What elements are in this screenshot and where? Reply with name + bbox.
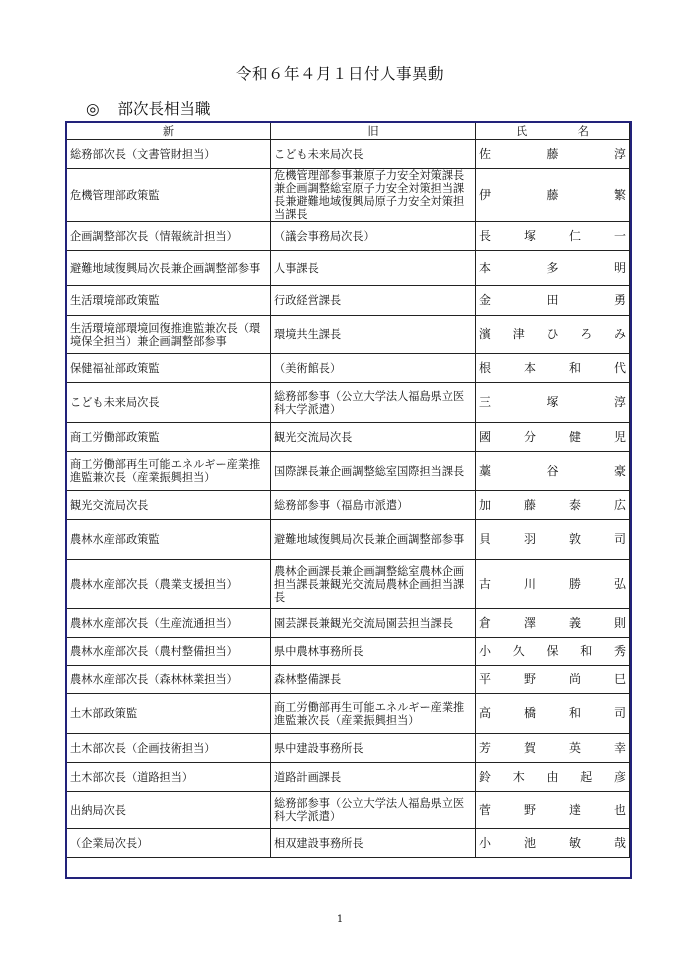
section-heading-text: 部次長相当職 <box>117 100 211 118</box>
name-char: 川 <box>523 576 536 591</box>
person-name <box>476 169 630 222</box>
name-char: 羽 <box>523 532 536 546</box>
name-char: 藁 <box>479 463 492 478</box>
name-char: 野 <box>523 802 536 817</box>
table-row <box>67 316 630 354</box>
name-char: 敏 <box>568 835 581 850</box>
page-number: 1 <box>336 914 344 925</box>
new-position: 総務部次長（文書管財担当） <box>67 140 271 169</box>
new-position: こども未来局次長 <box>67 383 271 423</box>
name-char: 繁 <box>613 187 626 202</box>
header-name <box>476 123 630 140</box>
table-row <box>67 829 630 858</box>
header-name-char: 氏 <box>516 124 528 138</box>
old-position: 総務部参事（公立大学法人福島県立医科大学派遣） <box>271 383 476 423</box>
name-char: 金 <box>479 293 492 307</box>
person-name <box>476 763 630 792</box>
section-heading <box>86 97 211 119</box>
new-position: 生活環境部環境回復推進監兼次長（環境保全担当）兼企画調整部参事 <box>67 316 271 354</box>
name-char: 三 <box>479 395 492 409</box>
person-name <box>476 792 630 829</box>
name-char: 平 <box>479 672 492 686</box>
new-position: 農林水産部政策監 <box>67 520 271 560</box>
name-char: 和 <box>568 360 581 375</box>
name-char: 澤 <box>523 615 536 630</box>
table-row <box>67 452 630 491</box>
new-position: 農林水産部次長（農村整備担当） <box>67 638 271 666</box>
old-position: 県中農林事務所長 <box>271 638 476 666</box>
table-row <box>67 734 630 763</box>
name-char: 也 <box>613 802 626 817</box>
table-header-row <box>67 123 630 140</box>
name-char: 伊 <box>479 187 492 202</box>
person-name <box>476 140 630 169</box>
name-char: 加 <box>479 497 492 512</box>
person-name <box>476 452 630 491</box>
new-position: 農林水産部次長（農業支援担当） <box>67 560 271 609</box>
name-char: 藤 <box>523 497 536 512</box>
name-char: 貝 <box>479 532 492 546</box>
person-name <box>476 383 630 423</box>
new-position: 土木部次長（企画技術担当） <box>67 734 271 763</box>
name-char: 多 <box>546 260 559 275</box>
new-position: 観光交流局次長 <box>67 491 271 520</box>
name-char: 仁 <box>568 228 581 243</box>
old-position: 総務部参事（福島市派遣） <box>271 491 476 520</box>
old-position: こども未来局次長 <box>271 140 476 169</box>
name-char: 本 <box>523 360 536 375</box>
new-position: 商工労働部政策監 <box>67 423 271 452</box>
header-new: 新 <box>67 123 271 140</box>
old-position: 危機管理部参事兼原子力安全対策課長兼企画調整総室原子力安全対策担当課長兼避難地域復興局原子力安全対策担当課長 <box>271 169 476 222</box>
name-char: 尚 <box>568 672 581 686</box>
new-position: 避難地域復興局次長兼企画調整部参事 <box>67 251 271 286</box>
old-position: （議会事務局次長） <box>271 222 476 251</box>
name-char: 児 <box>613 429 626 444</box>
name-char: 古 <box>479 576 492 591</box>
table-row <box>67 286 630 316</box>
name-char: み <box>613 327 626 341</box>
name-char: 弘 <box>613 576 626 591</box>
name-char: 根 <box>479 360 492 375</box>
name-char: 勝 <box>568 576 581 591</box>
name-char: 長 <box>479 228 492 243</box>
name-char: 明 <box>613 260 626 275</box>
old-position: 県中建設事務所長 <box>271 734 476 763</box>
new-position: 農林水産部次長（森林林業担当） <box>67 666 271 694</box>
name-char: 司 <box>613 532 626 546</box>
old-position: 避難地域復興局次長兼企画調整部参事 <box>271 520 476 560</box>
name-char: 倉 <box>479 615 492 630</box>
name-char: 塚 <box>523 228 536 243</box>
name-char: 久 <box>512 644 525 658</box>
name-char: 小 <box>479 835 492 850</box>
name-char: 津 <box>512 327 525 341</box>
name-char: 起 <box>580 769 593 784</box>
new-position: 出納局次長 <box>67 792 271 829</box>
old-position: 総務部参事（公立大学法人福島県立医科大学派遣） <box>271 792 476 829</box>
name-char: 野 <box>523 672 536 686</box>
new-position: 土木部次長（道路担当） <box>67 763 271 792</box>
old-position: （美術館長） <box>271 354 476 383</box>
name-char: 広 <box>613 497 626 512</box>
name-char: 賀 <box>523 740 536 755</box>
name-char: 一 <box>613 228 626 243</box>
name-char: 鈴 <box>479 769 492 784</box>
new-position: 企画調整部次長（情報統計担当） <box>67 222 271 251</box>
table-row <box>67 383 630 423</box>
new-position: 農林水産部次長（生産流通担当） <box>67 609 271 638</box>
name-char: 哉 <box>613 835 626 850</box>
name-char: 木 <box>512 769 525 784</box>
table-row <box>67 694 630 734</box>
person-name <box>476 423 630 452</box>
personnel-table <box>66 122 630 858</box>
header-name-char: 名 <box>577 124 589 138</box>
new-position: 土木部政策監 <box>67 694 271 734</box>
new-position: 保健福祉部政策監 <box>67 354 271 383</box>
header-old: 旧 <box>271 123 476 140</box>
name-char: 谷 <box>546 463 559 478</box>
name-char: 則 <box>613 615 626 630</box>
person-name <box>476 316 630 354</box>
old-position: 観光交流局次長 <box>271 423 476 452</box>
name-char: 淳 <box>613 395 626 409</box>
person-name <box>476 638 630 666</box>
name-char: 佐 <box>479 146 492 161</box>
person-name <box>476 829 630 858</box>
name-char: 代 <box>613 360 626 375</box>
table-row <box>67 763 630 792</box>
name-char: 藤 <box>546 187 559 202</box>
double-circle-icon: ◎ <box>86 100 100 118</box>
old-position: 森林整備課長 <box>271 666 476 694</box>
new-position: 商工労働部再生可能エネルギー産業推進監兼次長（産業振興担当） <box>67 452 271 491</box>
old-position: 農林企画課長兼企画調整総室農林企画担当課長兼観光交流局農林企画担当課長 <box>271 560 476 609</box>
name-char: 敦 <box>568 532 581 546</box>
person-name <box>476 609 630 638</box>
name-char: 本 <box>479 260 492 275</box>
table-row <box>67 251 630 286</box>
name-char: 幸 <box>613 740 626 755</box>
old-position: 環境共生課長 <box>271 316 476 354</box>
person-name <box>476 520 630 560</box>
old-position: 園芸課長兼観光交流局園芸担当課長 <box>271 609 476 638</box>
person-name <box>476 354 630 383</box>
table-row <box>67 222 630 251</box>
person-name <box>476 222 630 251</box>
name-char: 勇 <box>613 293 626 307</box>
name-char: 由 <box>546 769 559 784</box>
person-name <box>476 666 630 694</box>
name-char: 國 <box>479 429 492 444</box>
name-char: 藤 <box>546 146 559 161</box>
table-row <box>67 666 630 694</box>
table-row <box>67 638 630 666</box>
new-position: 危機管理部政策監 <box>67 169 271 222</box>
name-char: 池 <box>523 835 536 850</box>
person-name <box>476 560 630 609</box>
person-name <box>476 734 630 763</box>
person-name <box>476 694 630 734</box>
name-char: 芳 <box>479 740 492 755</box>
table-row <box>67 792 630 829</box>
name-char: 義 <box>568 615 581 630</box>
new-position: 生活環境部政策監 <box>67 286 271 316</box>
old-position: 人事課長 <box>271 251 476 286</box>
document-title: 令和６年４月１日付人事異動 <box>235 65 444 83</box>
table-row <box>67 354 630 383</box>
name-char: 淳 <box>613 146 626 161</box>
table-row <box>67 169 630 222</box>
person-name <box>476 251 630 286</box>
name-char: 高 <box>479 706 492 720</box>
old-position: 相双建設事務所長 <box>271 829 476 858</box>
name-char: 菅 <box>479 802 492 817</box>
name-char: 和 <box>568 706 581 720</box>
name-char: 豪 <box>613 463 626 478</box>
name-char: ろ <box>580 327 593 341</box>
table-row <box>67 491 630 520</box>
name-char: 和 <box>580 644 593 658</box>
name-char: 泰 <box>568 497 581 512</box>
old-position: 国際課長兼企画調整総室国際担当課長 <box>271 452 476 491</box>
name-char: 保 <box>546 644 559 658</box>
person-name <box>476 286 630 316</box>
old-position: 行政経営課長 <box>271 286 476 316</box>
old-position: 道路計画課長 <box>271 763 476 792</box>
name-char: 橋 <box>523 706 536 720</box>
name-char: 健 <box>568 429 581 444</box>
table-row <box>67 423 630 452</box>
name-char: 小 <box>479 644 492 658</box>
name-char: 彦 <box>613 769 626 784</box>
name-char: 分 <box>523 429 536 444</box>
name-char: 田 <box>546 293 559 307</box>
name-char: 司 <box>613 706 626 720</box>
person-name <box>476 491 630 520</box>
name-char: 達 <box>568 802 581 817</box>
table-row <box>67 520 630 560</box>
name-char: ひ <box>546 327 559 341</box>
table-row <box>67 560 630 609</box>
old-position: 商工労働部再生可能エネルギー産業推進監兼次長（産業振興担当） <box>271 694 476 734</box>
name-char: 濱 <box>479 327 492 341</box>
table-row <box>67 140 630 169</box>
name-char: 巳 <box>613 672 626 686</box>
name-char: 塚 <box>546 395 559 409</box>
new-position: （企業局次長） <box>67 829 271 858</box>
table-row <box>67 609 630 638</box>
name-char: 英 <box>568 740 581 755</box>
name-char: 秀 <box>613 644 626 658</box>
